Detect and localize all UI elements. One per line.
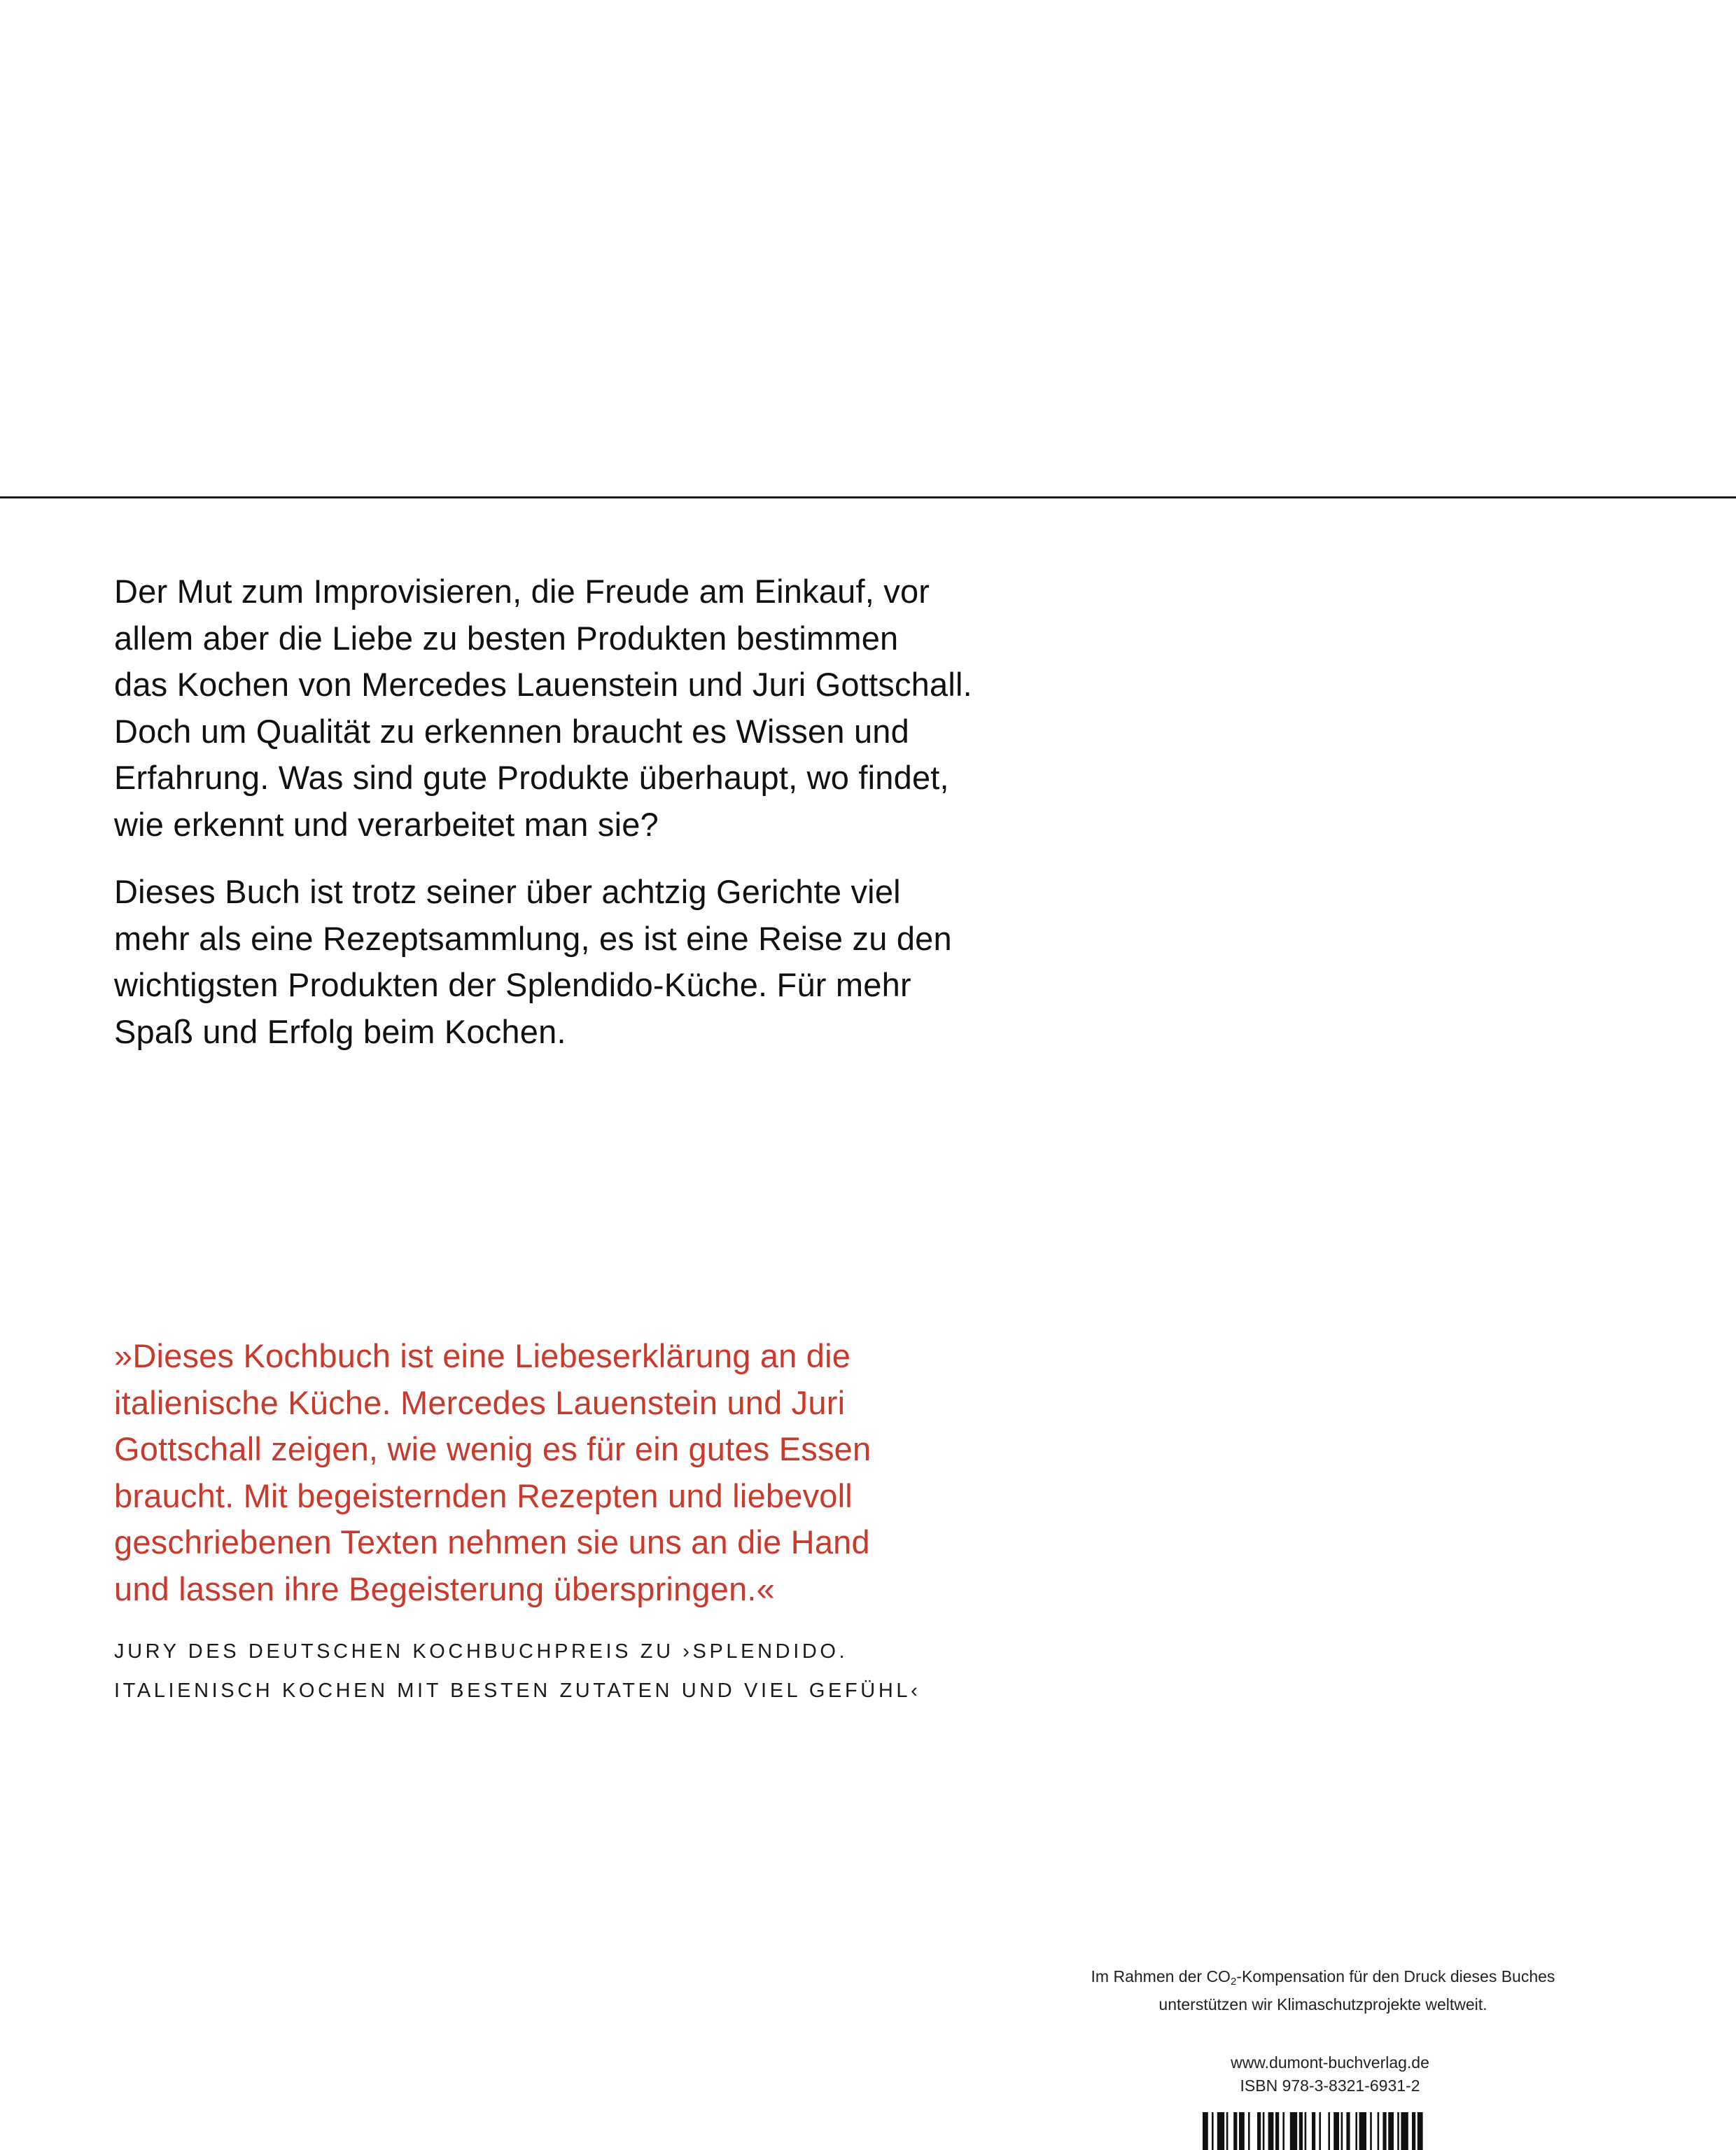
barcode-bar: [1217, 2112, 1224, 2150]
blurb-line: Dieses Buch ist trotz seiner über achtzig Gerichte viel: [114, 873, 901, 910]
barcode-icon: [1203, 2112, 1455, 2150]
barcode-bar: [1299, 2112, 1303, 2150]
barcode-bar: [1282, 2112, 1284, 2150]
co2-note-line-2: unterstützen wir Klimaschutzprojekte weltweit.: [1158, 1995, 1488, 2013]
barcode-bar: [1378, 2112, 1380, 2150]
horizontal-divider: [0, 496, 1736, 498]
barcode-bar: [1257, 2112, 1261, 2150]
blurb-line: Erfahrung. Was sind gute Produkte überhaupt, wo findet,: [114, 759, 949, 796]
barcode-bar: [1248, 2112, 1250, 2150]
barcode-graphic: [1203, 2112, 1455, 2150]
quote-line: »Dieses Kochbuch ist eine Liebeserklärung an die: [114, 1337, 851, 1374]
attribution-line: ITALIENISCH KOCHEN MIT BESTEN ZUTATEN UND VIEL GEFÜHL‹: [114, 1680, 921, 1702]
attribution-line: JURY DES DEUTSCHEN KOCHBUCHPREIS ZU ›SPLENDIDO.: [114, 1640, 848, 1663]
quote-line: geschriebenen Texten nehmen sie uns an die Hand: [114, 1523, 870, 1561]
co2-prefix: Im Rahmen der CO: [1091, 1967, 1231, 1985]
co2-compensation-note: [1036, 1965, 1610, 2016]
barcode-bar: [1275, 2112, 1279, 2150]
publisher-info: [1120, 2051, 1540, 2097]
quote-attribution: [114, 1632, 1094, 1710]
isbn-number: ISBN 978-3-8321-6931-2: [1240, 2076, 1420, 2095]
barcode-bar: [1401, 2112, 1408, 2150]
barcode-bar: [1233, 2112, 1237, 2150]
quote-line: Gottschall zeigen, wie wenig es für ein gutes Essen: [114, 1430, 872, 1467]
barcode-bar: [1359, 2112, 1366, 2150]
barcode-bar: [1346, 2112, 1350, 2150]
co2-note-line-1: [1036, 1965, 1610, 1993]
barcode-bar: [1319, 2112, 1321, 2150]
blurb-line: mehr als eine Rezeptsammlung, es ist eine Reise zu den: [114, 919, 952, 957]
blurb-paragraph-1: [114, 568, 1052, 848]
barcode-bar: [1290, 2112, 1297, 2150]
barcode-bar: [1341, 2112, 1343, 2150]
blurb-line: Der Mut zum Improvisieren, die Freude am Einkauf, vor: [114, 573, 930, 610]
quote-line: italienische Küche. Mercedes Lauenstein und Juri: [114, 1383, 846, 1421]
co2-suffix: -Kompensation für den Druck dieses Buches: [1236, 1967, 1555, 1985]
barcode-bar: [1382, 2112, 1386, 2150]
barcode-bar: [1412, 2112, 1415, 2150]
quote-line: und lassen ihre Begeisterung überspringen.«: [114, 1570, 776, 1607]
barcode-bar: [1328, 2112, 1330, 2150]
barcode-bar: [1370, 2112, 1372, 2150]
blurb-line: wichtigsten Produkten der Splendido-Küche. Für mehr: [114, 966, 911, 1003]
barcode-bar: [1334, 2112, 1339, 2150]
jury-quote: [114, 1333, 1052, 1612]
blurb-line: das Kochen von Mercedes Lauenstein und Juri Gottschall.: [114, 666, 972, 703]
barcode-bar: [1388, 2112, 1394, 2150]
barcode-bar: [1355, 2112, 1357, 2150]
barcode-bar: [1263, 2112, 1265, 2150]
barcode-bar: [1239, 2112, 1245, 2150]
quote-line: braucht. Mit begeisternden Rezepten und liebevoll: [114, 1477, 853, 1514]
barcode-bar: [1305, 2112, 1307, 2150]
blurb-paragraph-2: [114, 869, 1052, 1055]
barcode-bar: [1268, 2112, 1274, 2150]
barcode-bar: [1203, 2112, 1208, 2150]
barcode-bar: [1226, 2112, 1228, 2150]
barcode-bar: [1418, 2112, 1423, 2150]
blurb-text: [114, 568, 1052, 1055]
blurb-line: allem aber die Liebe zu besten Produkten bestimmen: [114, 619, 899, 657]
barcode-bar: [1212, 2112, 1214, 2150]
blurb-line: Spaß und Erfolg beim Kochen.: [114, 1012, 566, 1050]
blurb-line: wie erkennt und verarbeitet man sie?: [114, 805, 659, 843]
barcode-bar: [1312, 2112, 1315, 2150]
blurb-line: Doch um Qualität zu erkennen braucht es Wissen und: [114, 712, 909, 750]
publisher-website: www.dumont-buchverlag.de: [1231, 2053, 1429, 2072]
co2-subscript: 2: [1230, 1976, 1237, 1988]
barcode-bar: [1397, 2112, 1399, 2150]
